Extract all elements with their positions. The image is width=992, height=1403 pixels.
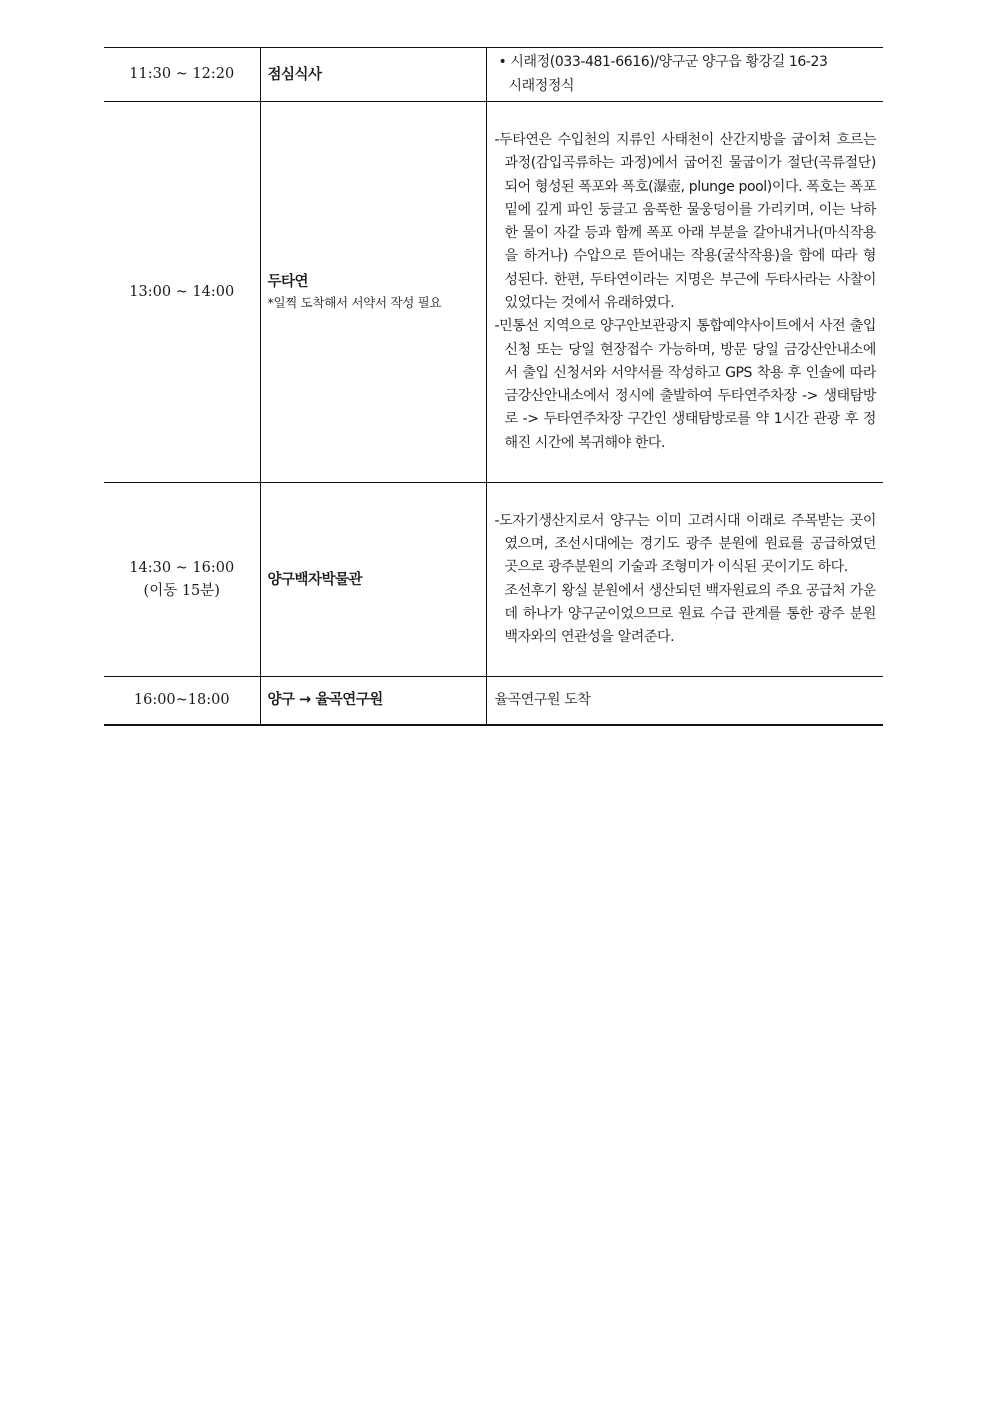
restaurant-info: • 시래정(033-481-6616)/양구군 양구읍 황강길 16-23	[498, 54, 828, 71]
activity-title: 점심식사	[267, 66, 322, 83]
time-text: 14:30 ~ 16:00	[129, 559, 235, 576]
description-paragraph: -도자기생산지로서 양구는 이미 고려시대 이래로 주목받는 곳이였으며, 조선시대에는 경기도 광주 분원에 원료를 공급하였던 곳으로 광주분원의 기술과 조형미가 이식된 곳이기도 하다.	[494, 512, 876, 576]
activity-title: 양구 → 율곡연구원	[267, 692, 383, 709]
title-cell	[260, 48, 486, 102]
description-paragraph: -민통선 지역으로 양구안보관광지 통합예약사이트에서 사전 출입 신청 또는 당일 현장접수 가능하며, 방문 당일 금강산안내소에서 출입 신청서와 서약서를 작성하고 GPS 착용 후 인솔에 따라 금강산안내소에서 정시에 출발하여 두타연주차장 -> 생태탐방로 -> 두타연주차장 구간인 생태탐방로를 약 1시간 관광 후 정해진 시간에 복귀해야 한다.	[494, 318, 876, 451]
table-row-return	[104, 677, 883, 725]
description-cell	[486, 483, 883, 677]
description-text: 율곡연구원 도착	[494, 691, 591, 708]
description-cell	[486, 102, 883, 483]
time-cell	[104, 48, 260, 102]
activity-title: 양구백자박물관	[267, 571, 363, 588]
travel-time-note: (이동 15분)	[143, 582, 220, 599]
description-paragraph: -두타연은 수입천의 지류인 사태천이 산간지방을 굽이쳐 흐르는 과정(감입곡류하는 과정)에서 굽어진 물굽이가 절단(곡류절단)되어 형성된 폭포와 폭호(瀑壺, plunge pool)이다. 폭호는 폭포 밑에 깊게 파인 둥글고 움푹한 물웅덩이를 가리키며, 이는 낙하한 물이 자갈 등과 함께 폭포 아래 부분을 갈아내거나(마식작용을 하거나) 수압으로 뜯어내는 작용(굴삭작용)을 함에 따라 형성된다. 한편, 두타연이라는 지명은 부근에 두타사라는 사찰이 있었다는 것에서 유래하였다.	[494, 131, 876, 311]
activity-title: 두타연	[267, 274, 309, 290]
time-text: 16:00~18:00	[133, 691, 230, 708]
time-cell	[104, 677, 260, 725]
table-row-lunch	[104, 48, 883, 102]
menu-info: 시래정정식	[508, 77, 575, 94]
description-cell	[486, 677, 883, 725]
activity-note: *일찍 도착해서 서약서 작성 필요	[267, 295, 442, 310]
title-cell	[260, 102, 486, 483]
table-row-dutayeon	[104, 102, 883, 483]
schedule-table	[104, 47, 883, 726]
time-cell	[104, 483, 260, 677]
time-text: 11:30 ~ 12:20	[129, 66, 235, 82]
title-cell	[260, 677, 486, 725]
title-cell	[260, 483, 486, 677]
table-row-museum	[104, 483, 883, 677]
description-paragraph: 조선후기 왕실 분원에서 생산되던 백자원료의 주요 공급처 가운데 하나가 양구군이었으므로 원료 수급 관계를 통한 광주 분원백자와의 연관성을 알려준다.	[504, 582, 876, 646]
time-cell	[104, 102, 260, 483]
time-text: 13:00 ~ 14:00	[129, 283, 235, 300]
description-cell	[486, 48, 883, 102]
